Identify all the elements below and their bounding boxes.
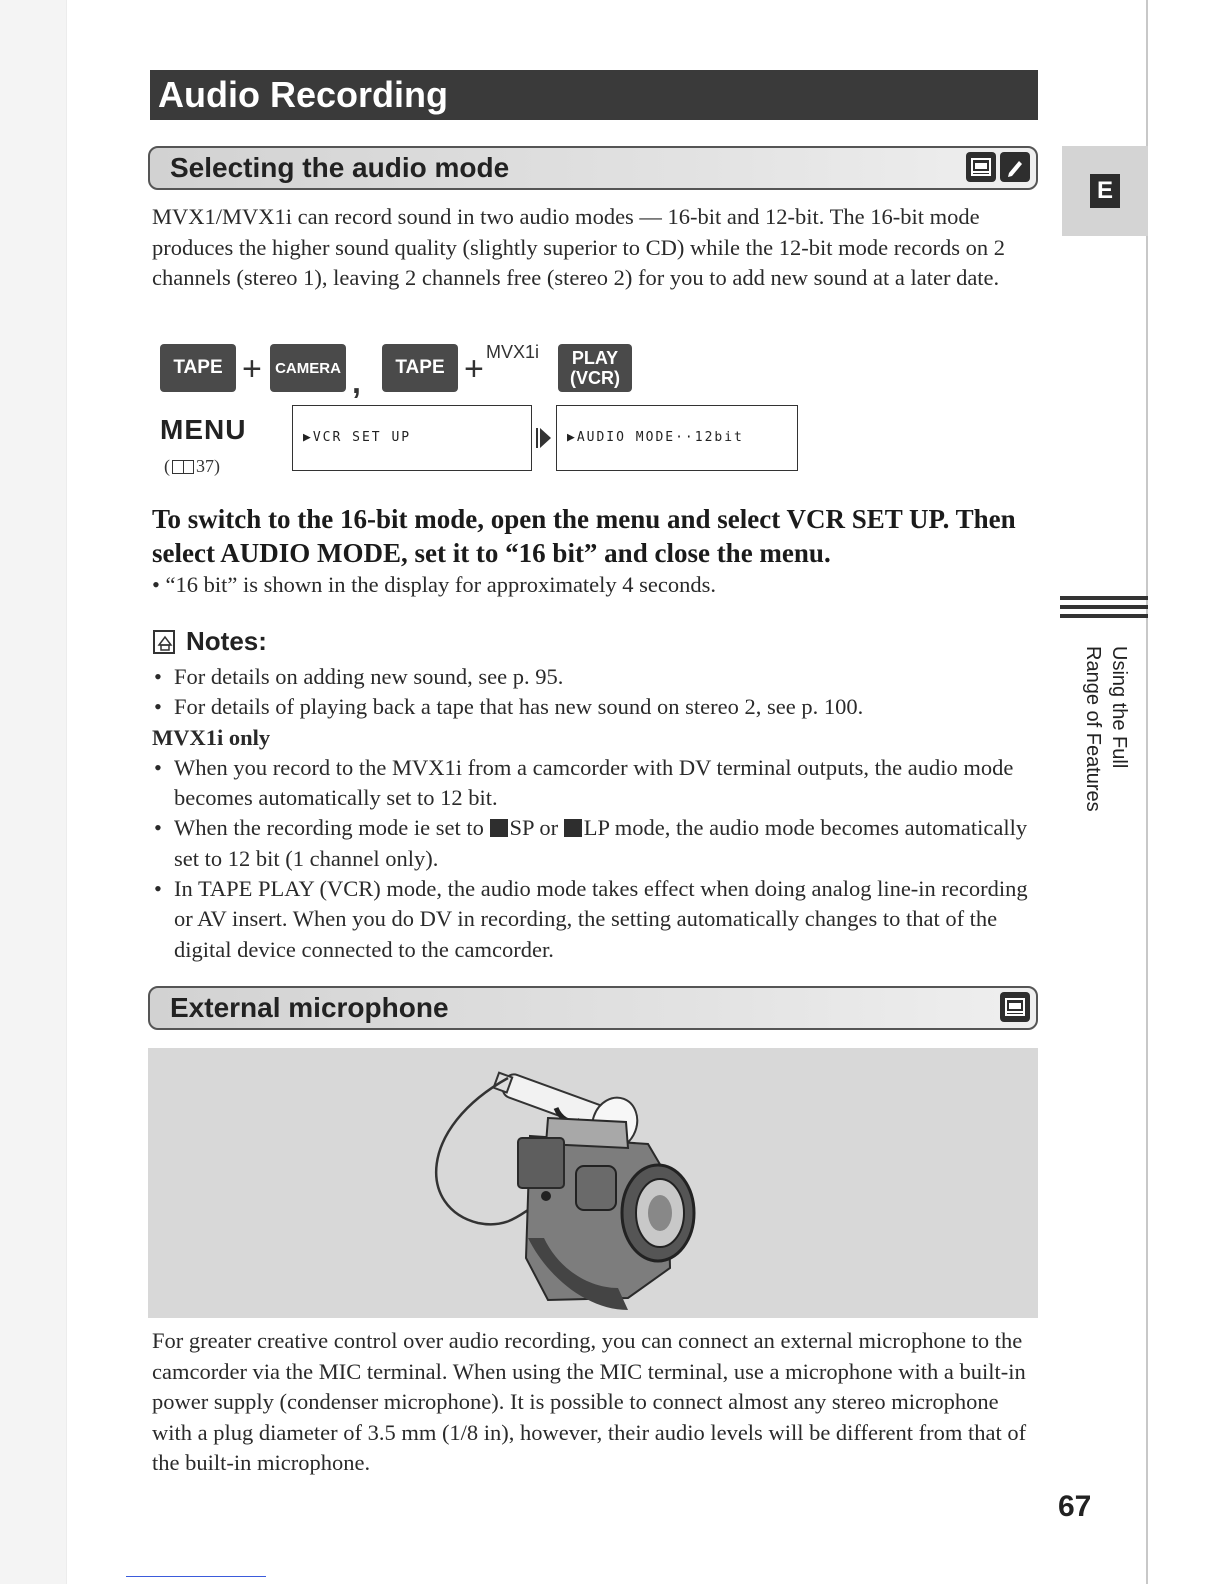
mvx1i-tag: MVX1i (486, 342, 540, 362)
chapter-letter: E (1090, 174, 1120, 208)
book-icon (172, 460, 194, 474)
plus-sign: + (242, 350, 262, 388)
chapter-label: Using the Full Range of Features (1082, 646, 1130, 812)
list-item: • When you record to the MVX1i from a camcorder with DV terminal outputs, the audio mode becomes automatically set to 12 bit. (152, 753, 1032, 814)
pen-icon (1000, 152, 1030, 182)
play-vcr-key: PLAY (VCR) (558, 344, 632, 392)
notes-subheading: MVX1i only (152, 724, 271, 750)
menu-page-ref: ( 37) (164, 456, 220, 476)
tape-badge-icon (564, 819, 582, 837)
list-item: • In TAPE PLAY (VCR) mode, the audio mode takes effect when doing analog line-in recording or AV insert. When you do DV in recording, the setting automatically changes to that of the digital device connected to the camcorder. (152, 874, 1032, 965)
tape-mode-icon (966, 152, 996, 182)
chapter-tab (1062, 146, 1148, 236)
page-left-shade (0, 0, 67, 1584)
page-title: Audio Recording (150, 70, 1038, 120)
notes-heading: Notes: (152, 626, 267, 657)
camera-key: CAMERA (270, 344, 346, 392)
notes-list (152, 662, 1032, 965)
side-divider-lines (1060, 596, 1148, 623)
external-mic-paragraph: For greater creative control over audio recording, you can connect an external microphone to the camcorder via the MIC terminal. When using the MIC terminal, use a microphone with a built-in power supply (condenser microphone). It is possible to connect almost any stereo microphone with a plug diameter of 3.5 mm (1/8 in), however, their audio levels will be different from that of the built-in microphone. (152, 1328, 1027, 1475)
page-number: 67 (1058, 1490, 1092, 1523)
page-right-edge (1146, 0, 1148, 1584)
tape-badge-icon (490, 819, 508, 837)
bottom-rule (126, 1576, 266, 1577)
section-header-external-mic (148, 986, 1038, 1030)
menu-screen-vcr-setup: ▶VCR SET UP (292, 405, 532, 471)
section-title: External microphone (170, 992, 449, 1023)
camcorder-with-microphone-icon (148, 1048, 1038, 1318)
list-item: • For details on adding new sound, see p. 95. (152, 662, 1032, 692)
menu-screen-audio-mode: ▶AUDIO MODE··12bit (556, 405, 798, 471)
instruction-text: To switch to the 16-bit mode, open the menu and select VCR SET UP. Then select AUDIO MODE, set it to “16 bit” and close the menu. (152, 504, 1016, 568)
plus-sign-2: + (464, 350, 484, 388)
tape-key-2: TAPE (382, 344, 458, 392)
list-item: • For details of playing back a tape that has new sound on stereo 2, see p. 100. (152, 692, 1032, 722)
section-header-audio-mode (148, 146, 1038, 190)
camcorder-microphone-illustration (148, 1048, 1038, 1318)
list-item: • When the recording mode ie set to SP or LP mode, the audio mode becomes automatically set to 12 bit (1 channel only). (152, 813, 1032, 874)
arrow-right-icon (536, 426, 552, 450)
menu-label: MENU (160, 414, 247, 445)
notes-icon (152, 629, 178, 655)
display-note: • “16 bit” is shown in the display for approximately 4 seconds. (152, 572, 717, 597)
mode-keys (160, 342, 660, 400)
section-title: Selecting the audio mode (170, 152, 510, 183)
intro-paragraph: MVX1/MVX1i can record sound in two audio modes — 16-bit and 12-bit. The 16-bit mode produces the higher sound quality (slightly superior to CD) while the 12-bit mode records on 2 channels (stereo 1), leaving 2 channels free (stereo 2) for you to add new sound at a later date. (152, 204, 1005, 290)
tape-mode-icon (1000, 992, 1030, 1022)
tape-key: TAPE (160, 344, 236, 392)
comma-sep: , (352, 364, 361, 400)
